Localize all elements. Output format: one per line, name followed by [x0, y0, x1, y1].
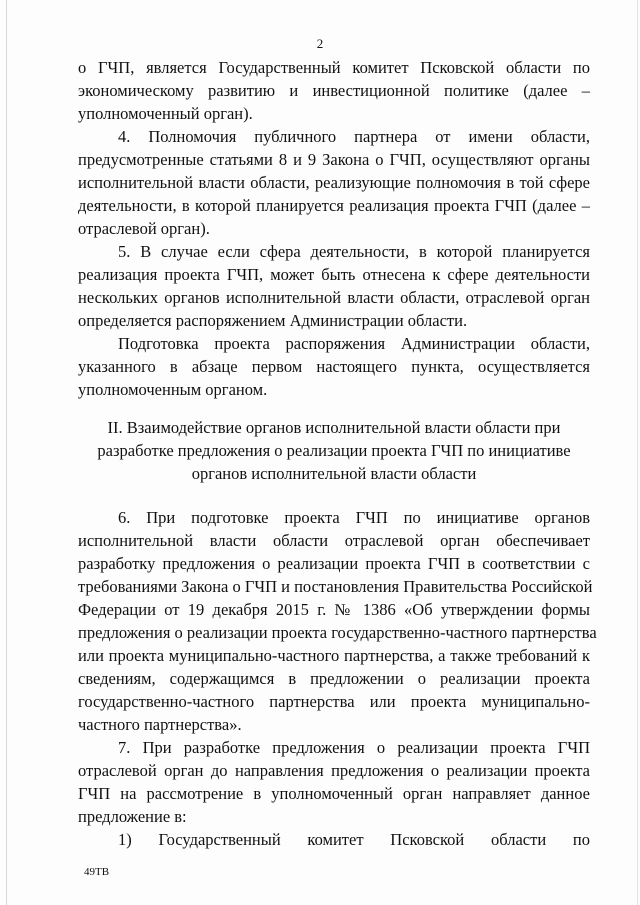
text-line: предложение в:: [78, 807, 187, 826]
text-line: исполнительной власти области, реализующие полномочия в той сфере: [78, 173, 590, 192]
text-line: реализация проекта ГЧП, может быть отнесена к сфере деятельности: [78, 265, 590, 284]
scan-edge-right: [637, 0, 638, 905]
text-line: 6. При подготовке проекта ГЧП по инициативе органов: [118, 508, 590, 527]
section-heading: [78, 416, 590, 485]
text-line: или проекта муниципально-частного партнерства, а также требований к: [78, 646, 590, 665]
text-line: указанного в абзаце первом настоящего пункта, осуществляется: [78, 357, 590, 376]
body-text-top: [78, 56, 590, 401]
text-line: частного партнерства».: [78, 715, 242, 734]
heading-line: органов исполнительной власти области: [191, 464, 477, 483]
text-line: определяется распоряжением Администрации области.: [78, 311, 468, 330]
text-line: Подготовка проекта распоряжения Администрации области,: [118, 334, 590, 353]
text-line: о ГЧП, является Государственный комитет Псковской области по: [78, 58, 590, 77]
text-line: 5. В случае если сфера деятельности, в которой планируется: [118, 242, 590, 261]
text-line: предложения о реализации проекта государственно-частного партнерства: [78, 623, 597, 642]
text-line: деятельности, в которой планируется реализация проекта ГЧП (далее –: [78, 196, 590, 215]
text-line: 4. Полномочия публичного партнера от имени области,: [118, 127, 590, 146]
text-line: 1) Государственный комитет Псковской области по: [118, 830, 590, 849]
scan-edge-left: [6, 0, 7, 905]
text-line: требованиями Закона о ГЧП и постановления Правительства Российской: [78, 577, 593, 596]
text-line: нескольких органов исполнительной власти области, отраслевой орган: [78, 288, 590, 307]
text-line: исполнительной власти области отраслевой орган обеспечивает: [78, 531, 590, 550]
text-line: ГЧП на рассмотрение в уполномоченный орган направляет данное: [78, 784, 590, 803]
text-line: уполномоченным органом.: [78, 380, 268, 399]
text-line: отраслевой орган до направления предложения о реализации проекта: [78, 761, 590, 780]
text-line: государственно-частного партнерства или проекта муниципально-: [78, 692, 590, 711]
footer-code: 49ТВ: [84, 866, 110, 878]
text-line: экономическому развитию и инвестиционной политике (далее –: [78, 81, 590, 100]
page-number: 2: [316, 36, 324, 51]
heading-line: разработке предложения о реализации проекта ГЧП по инициативе: [97, 441, 571, 460]
text-line: уполномоченный орган).: [78, 104, 253, 123]
text-line: отраслевой орган).: [78, 219, 210, 238]
text-line: 7. При разработке предложения о реализации проекта ГЧП: [118, 738, 590, 757]
text-line: предусмотренные статьями 8 и 9 Закона о ГЧП, осуществляют органы: [78, 150, 590, 169]
heading-line: II. Взаимодействие органов исполнительной власти области при: [107, 418, 561, 437]
body-text-bottom: [78, 506, 597, 851]
text-line: Федерации от 19 декабря 2015 г. № 1386 «Об утверждении формы: [78, 600, 590, 619]
text-line: разработку предложения о реализации проекта ГЧП в соответствии с: [78, 554, 590, 573]
text-line: сведениям, содержащимся в предложении о реализации проекта: [78, 669, 590, 688]
